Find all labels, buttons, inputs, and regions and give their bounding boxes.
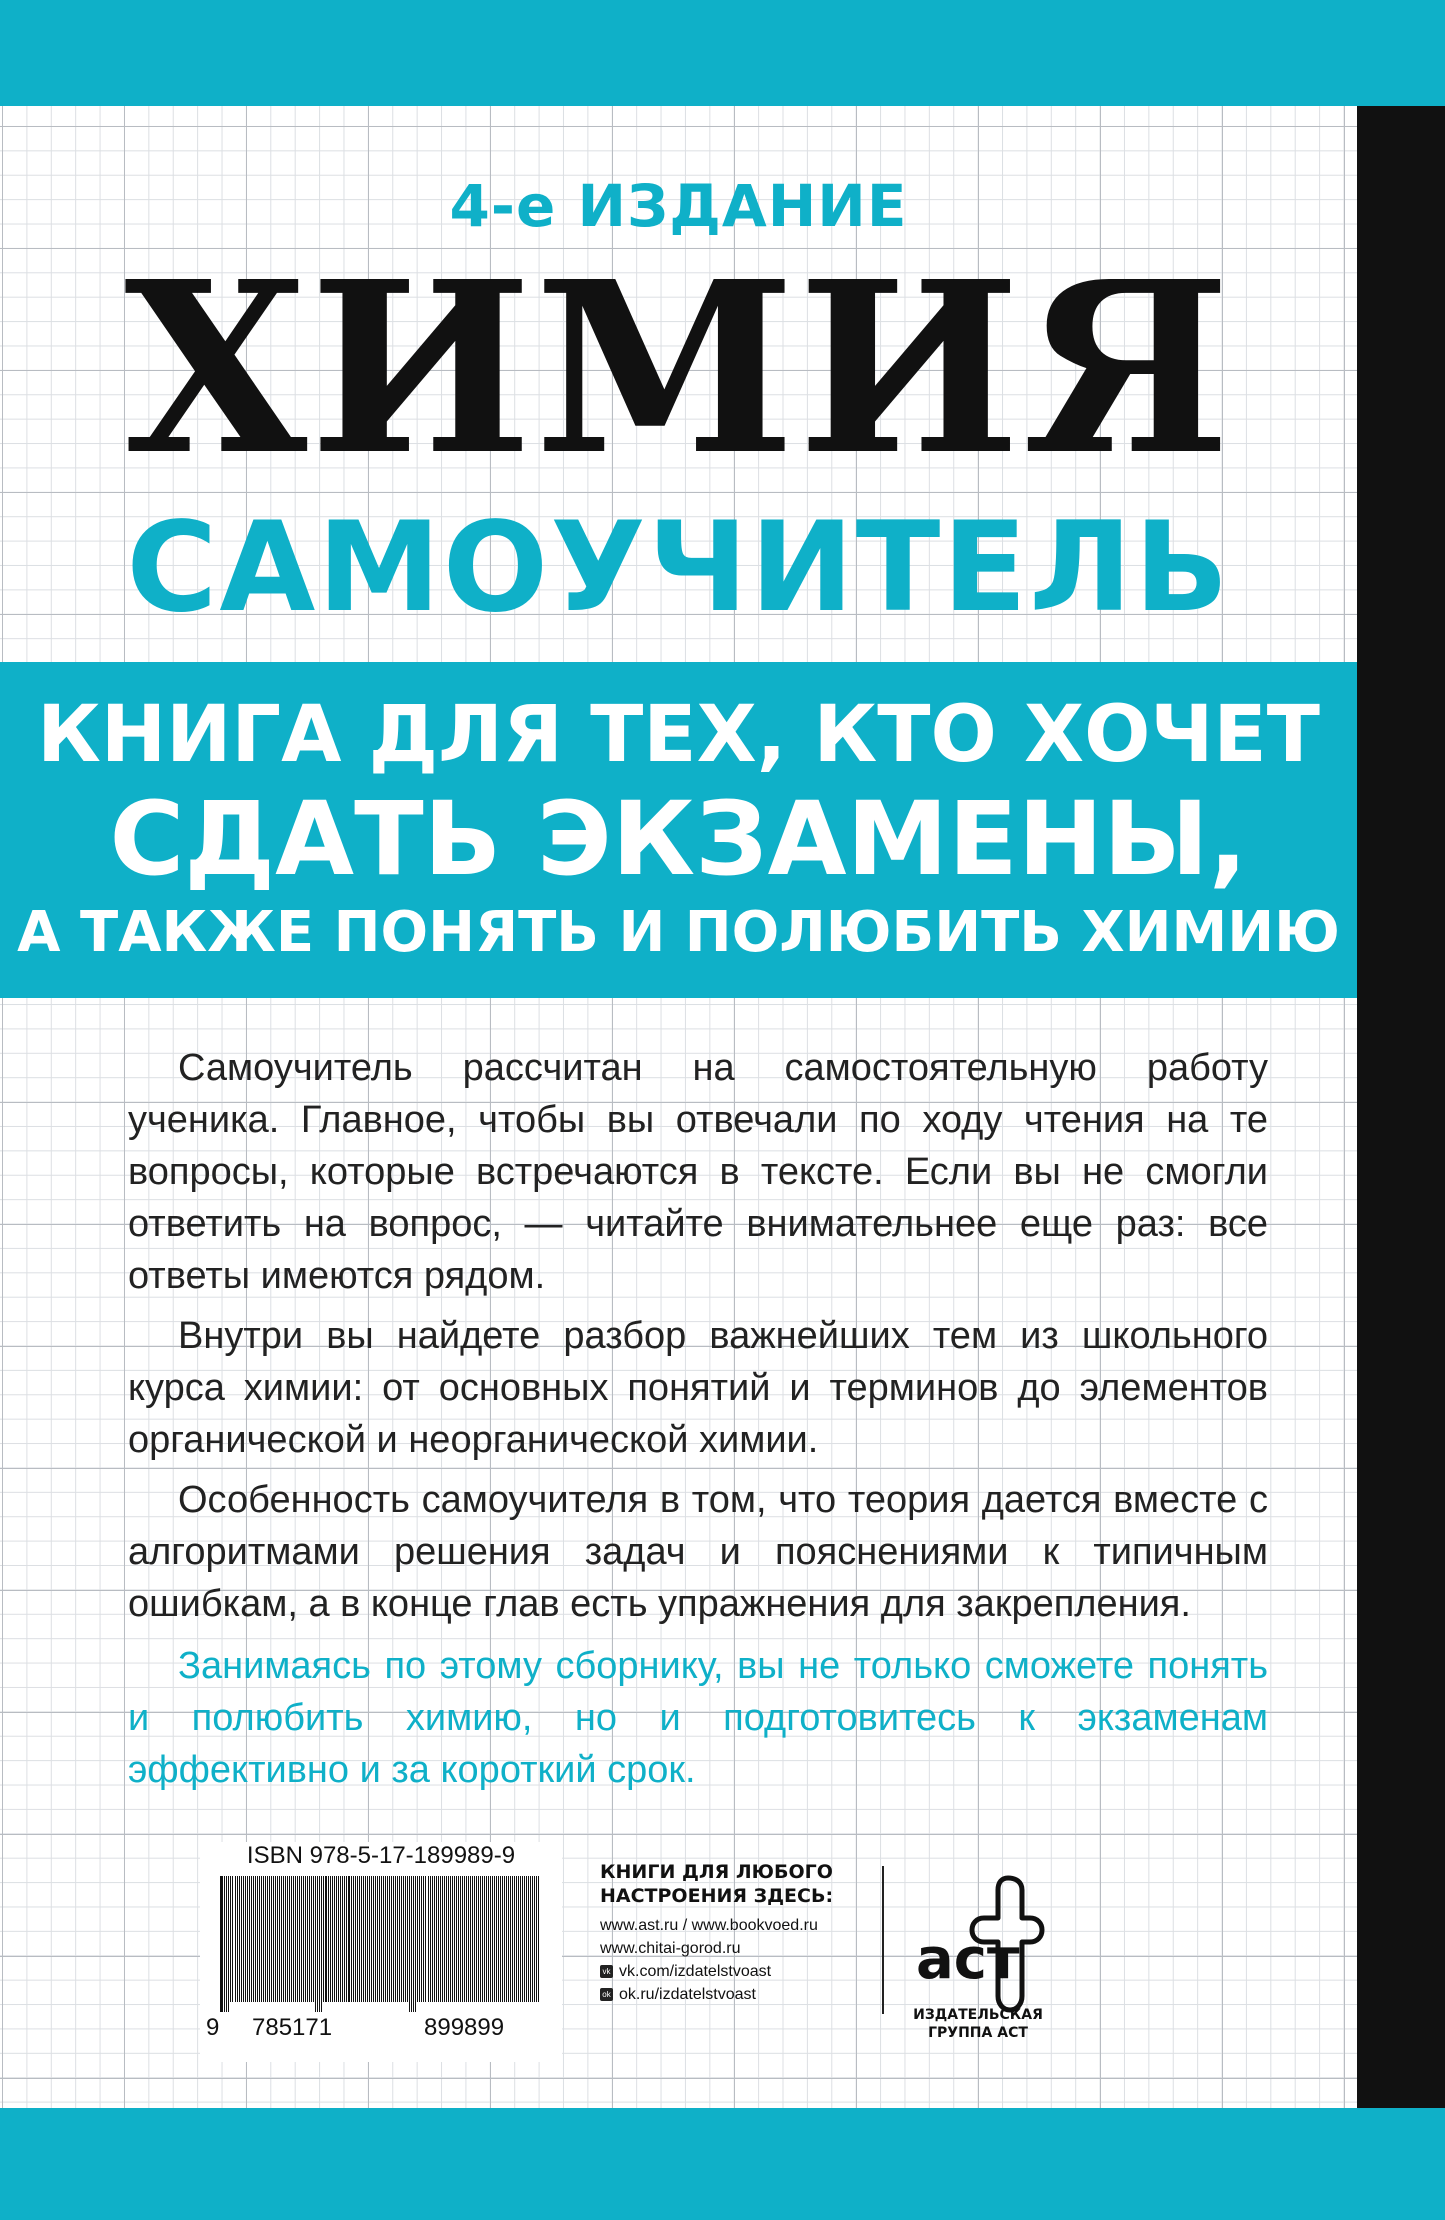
barcode-bar: [534, 1876, 535, 2002]
barcode-bar: [263, 1876, 264, 2002]
barcode-bar: [346, 1876, 347, 2002]
barcode-bar: [518, 1876, 519, 2002]
bottom-color-band: [0, 2108, 1445, 2220]
barcode-bar: [371, 1876, 372, 2002]
barcode-bar: [373, 1876, 374, 2002]
barcode-bar: [530, 1876, 531, 2002]
barcode-bar: [450, 1876, 451, 2002]
edition-label: 4-е ИЗДАНИЕ: [449, 172, 908, 240]
barcode-bar: [301, 1876, 302, 2002]
barcode-bar: [228, 1876, 229, 2012]
barcode-bar: [472, 1876, 473, 2002]
barcode-bar: [297, 1876, 298, 2002]
barcode-bar: [417, 1876, 418, 2002]
links-heading-1: КНИГИ ДЛЯ ЛЮБОГО: [600, 1861, 833, 1883]
barcode-bar: [309, 1876, 310, 2002]
barcode-bar: [409, 1876, 410, 2012]
barcode-bar: [367, 1876, 368, 2002]
barcode-bar: [434, 1876, 435, 2002]
barcode-bar: [271, 1876, 272, 2002]
barcode-bar: [283, 1876, 284, 2002]
barcode-bar: [492, 1876, 493, 2002]
barcode-bar: [516, 1876, 517, 2002]
barcode-bar: [377, 1876, 378, 2002]
barcode-bar: [241, 1876, 242, 2002]
isbn-label: ISBN 978-5-17-189989-9: [246, 1842, 516, 1869]
barcode-bar: [220, 1876, 223, 2012]
barcode-bar: [448, 1876, 449, 2002]
link-vk[interactable]: [600, 1960, 880, 1983]
barcode-bar: [536, 1876, 537, 2002]
barcode-bar: [235, 1876, 236, 2002]
links-heading-2: НАСТРОЕНИЯ ЗДЕСЬ:: [600, 1885, 834, 1907]
barcode-bar: [508, 1876, 509, 2002]
barcode-bar: [257, 1876, 258, 2002]
barcode-bar: [452, 1876, 453, 2002]
barcode-bar: [351, 1876, 352, 2002]
barcode-bar: [340, 1876, 341, 2002]
barcode-bar: [456, 1876, 457, 2002]
barcode-bar: [237, 1876, 238, 2002]
barcode-bar: [357, 1876, 358, 2002]
barcode-bar: [267, 1876, 268, 2002]
book-title: ХИМИЯ: [124, 229, 1233, 507]
barcode-bar: [313, 1876, 314, 2002]
barcode-bar: [476, 1876, 477, 2002]
barcode-bar: [355, 1876, 356, 2002]
vk-url: vk.com/izdatelstvoast: [619, 1963, 772, 1980]
barcode-bars: [200, 1876, 562, 2012]
barcode-bar: [239, 1876, 240, 2002]
barcode-bar: [259, 1876, 260, 2002]
barcode-bar: [413, 1876, 414, 2012]
barcode-bar: [253, 1876, 254, 2002]
tagline-line-3: А ТАКЖЕ ПОНЯТЬ И ПОЛЮБИТЬ ХИМИЮ: [17, 900, 1340, 965]
barcode-bar: [440, 1876, 441, 2002]
barcode-bar: [506, 1876, 507, 2002]
publisher-caption: [886, 2006, 1070, 2042]
barcode-bar: [488, 1876, 489, 2002]
barcode-bar: [389, 1876, 390, 2002]
barcode-bar: [365, 1876, 366, 2002]
ast-logo-icon: [898, 1860, 1068, 2030]
spine-edge: [1357, 106, 1445, 2108]
publisher-caption-line-2: ГРУППА АСТ: [928, 2025, 1028, 2041]
barcode-bar: [387, 1876, 388, 2002]
vertical-divider: [882, 1866, 884, 2014]
link-ok[interactable]: [600, 1983, 880, 2006]
barcode-bar: [291, 1876, 292, 2002]
barcode-bar: [344, 1876, 345, 2002]
barcode-bar: [438, 1876, 439, 2002]
barcode-bar: [275, 1876, 276, 2002]
barcode-bar: [403, 1876, 404, 2002]
barcode-bar: [425, 1876, 426, 2002]
barcode-bar: [319, 1876, 320, 2012]
barcode-bar: [460, 1876, 461, 2002]
barcode-bar: [430, 1876, 431, 2002]
barcode-bar: [436, 1876, 437, 2002]
barcode-digits-right: 899899: [424, 2014, 505, 2041]
barcode-bar: [330, 1876, 331, 2002]
barcode-bar: [528, 1876, 529, 2002]
publisher-caption-line-1: ИЗДАТЕЛЬСКАЯ: [913, 2007, 1043, 2023]
barcode-bar: [504, 1876, 505, 2002]
barcode-bar: [428, 1876, 429, 2002]
barcode-bar: [462, 1876, 463, 2002]
barcode-bar: [538, 1876, 539, 2002]
barcode-bar: [399, 1876, 400, 2002]
barcode-bar: [393, 1876, 394, 2002]
ok-url: ok.ru/izdatelstvoast: [619, 1986, 756, 2003]
barcode-bar: [285, 1876, 286, 2002]
barcode-bar: [478, 1876, 479, 2002]
barcode-bar: [338, 1876, 339, 2002]
barcode-bar: [232, 1876, 233, 2002]
barcode-bar: [385, 1876, 386, 2002]
barcode-bar: [317, 1876, 318, 2012]
barcode-bar: [397, 1876, 398, 2002]
barcode-bar: [375, 1876, 376, 2002]
ok-icon: ok: [600, 1988, 613, 2001]
barcode-bar: [454, 1876, 455, 2002]
barcode-bar: [255, 1876, 256, 2002]
barcode-bar: [311, 1876, 312, 2002]
description-paragraph-2: Внутри вы найдете разбор важнейших тем из школьного курса химии: от основных понятий и терминов до элементов органической и неорганической химии.: [128, 1315, 1268, 1461]
tagline-line-1: КНИГА ДЛЯ ТЕХ, КТО ХОЧЕТ: [37, 690, 1320, 780]
barcode-bar: [305, 1876, 306, 2002]
barcode-bar: [407, 1876, 408, 2002]
barcode-bar: [224, 1876, 225, 2012]
barcode-bar: [299, 1876, 300, 2002]
barcode-bar: [512, 1876, 513, 2002]
barcode-bar: [334, 1876, 335, 2002]
barcode-bar: [293, 1876, 294, 2002]
barcode-bar: [307, 1876, 308, 2002]
barcode-bar: [494, 1876, 495, 2002]
barcode-bar: [510, 1876, 511, 2002]
barcode-bar: [287, 1876, 288, 2002]
barcode-bar: [526, 1876, 527, 2002]
tagline-banner: [0, 662, 1357, 998]
barcode-bar: [444, 1876, 445, 2002]
barcode-bar: [405, 1876, 406, 2002]
barcode-digit-prefix: 9: [206, 2014, 220, 2041]
barcode-bar: [401, 1876, 402, 2002]
barcode-bar: [383, 1876, 384, 2002]
barcode-bar: [474, 1876, 475, 2002]
barcode-bar: [532, 1876, 533, 2002]
barcode-bar: [265, 1876, 266, 2002]
barcode-bar: [226, 1876, 227, 2012]
barcode-bar: [348, 1876, 350, 2002]
barcode-bar: [269, 1876, 270, 2002]
barcode-bar: [458, 1876, 459, 2002]
barcode-bar: [486, 1876, 487, 2002]
highlight-paragraph: Занимаясь по этому сборнику, вы не только сможете понять и полюбить химию, но и подготовитесь к экзаменам эффективно и за короткий срок.: [128, 1645, 1268, 1791]
barcode-bar: [251, 1876, 252, 2002]
barcode-bar: [423, 1876, 424, 2002]
description-paragraph-1: Самоучитель рассчитан на самостоятельную работу ученика. Главное, чтобы вы отвечали по ходу чтения на те вопросы, которые встречаются в тексте. Если вы не смогли ответить на вопрос, — читайте внимательнее еще раз: все ответы имеются рядом.: [128, 1047, 1268, 1297]
barcode-bar: [230, 1876, 231, 2002]
barcode-bar: [328, 1876, 329, 2002]
barcode-bar: [353, 1876, 354, 2002]
barcode-bar: [395, 1876, 396, 2002]
barcode-bar: [490, 1876, 491, 2002]
barcode-bar: [522, 1876, 523, 2002]
barcode-bar: [421, 1876, 422, 2002]
barcode-bar: [432, 1876, 433, 2002]
link-ast-bookvoed[interactable]: www.ast.ru / www.bookvoed.ru: [600, 1917, 818, 1934]
barcode-bar: [361, 1876, 362, 2002]
barcode-bar: [281, 1876, 282, 2002]
barcode-bar: [466, 1876, 467, 2002]
barcode-bar: [323, 1876, 324, 2002]
barcode-bar: [482, 1876, 483, 2002]
barcode-bar: [391, 1876, 392, 2002]
barcode-bar: [442, 1876, 443, 2002]
barcode-bar: [369, 1876, 370, 2002]
barcode-bar: [468, 1876, 469, 2002]
barcode-bar: [524, 1876, 525, 2002]
barcode-bar: [446, 1876, 447, 2002]
tagline-line-2: СДАТЬ ЭКЗАМЕНЫ,: [109, 780, 1248, 899]
barcode-bar: [336, 1876, 337, 2002]
barcode-bar: [295, 1876, 296, 2002]
description-paragraph-3: Особенность самоучителя в том, что теория дается вместе с алгоритмами решения задач и пояснениями к типичным ошибкам, а в конце глав есть упражнения для закрепления.: [128, 1479, 1268, 1625]
barcode-bar: [484, 1876, 485, 2002]
barcode-bar: [277, 1876, 278, 2002]
barcode-bar: [498, 1876, 499, 2002]
barcode-block: [200, 1842, 562, 2062]
barcode-bar: [363, 1876, 364, 2002]
barcode-digits-left: 785171: [252, 2014, 333, 2041]
barcode-bar: [247, 1876, 248, 2002]
barcode-bar: [502, 1876, 503, 2002]
barcode-bar: [464, 1876, 465, 2002]
barcode-bar: [261, 1876, 262, 2002]
book-subtitle: САМОУЧИТЕЛЬ: [126, 496, 1231, 640]
barcode-bar: [470, 1876, 471, 2002]
barcode-bar: [379, 1876, 380, 2002]
barcode-bar: [480, 1876, 481, 2002]
barcode-bar: [279, 1876, 280, 2002]
barcode-bar: [411, 1876, 412, 2012]
link-chitai-gorod[interactable]: www.chitai-gorod.ru: [600, 1940, 741, 1957]
vk-icon: vk: [600, 1965, 613, 1978]
barcode-bar: [419, 1876, 420, 2002]
barcode-bar: [359, 1876, 360, 2002]
barcode-bar: [325, 1876, 327, 2002]
barcode-bar: [303, 1876, 304, 2002]
barcode-bar: [381, 1876, 382, 2002]
barcode-bar: [514, 1876, 515, 2002]
barcode-bar: [273, 1876, 274, 2002]
barcode-bar: [243, 1876, 244, 2002]
publisher-links: [600, 1860, 880, 2006]
barcode-bar: [289, 1876, 290, 2002]
barcode-bar: [342, 1876, 343, 2002]
top-color-band: [0, 0, 1445, 106]
barcode-bar: [496, 1876, 497, 2002]
barcode-bar: [249, 1876, 250, 2002]
barcode-bar: [245, 1876, 246, 2002]
barcode-bar: [415, 1876, 416, 2012]
barcode-bar: [520, 1876, 521, 2002]
barcode-bar: [315, 1876, 316, 2012]
barcode-bar: [500, 1876, 501, 2002]
barcode-bar: [321, 1876, 322, 2012]
barcode-bar: [332, 1876, 333, 2002]
ast-logo-text: аст: [916, 1927, 1020, 1992]
